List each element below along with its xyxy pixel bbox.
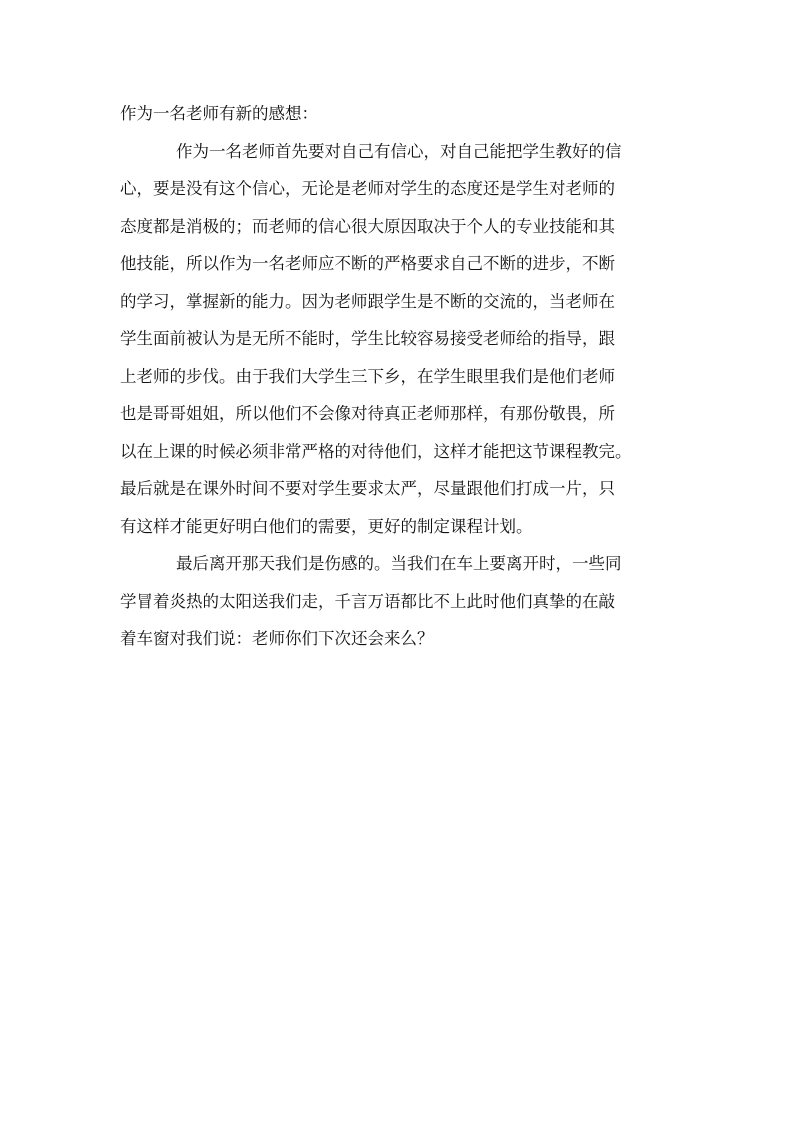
paragraph-line: 态度都是消极的；而老师的信心很大原因取决于个人的专业技能和其: [120, 216, 615, 236]
paragraph-line: 心，要是没有这个信心，无论是老师对学生的态度还是学生对老师的: [120, 179, 615, 198]
paragraph-line: 以在上课的时候必须非常严格的对待他们，这样才能把这节课程教完。: [120, 441, 632, 461]
paragraph-line: 最后离开那天我们是伤感的。当我们在车上要离开时，一些同: [176, 554, 622, 573]
document-heading: 作为一名老师有新的感想：: [120, 104, 318, 123]
paragraph-line: 着车窗对我们说：老师你们下次还会来么？: [120, 629, 434, 648]
paragraph-line: 作为一名老师首先要对自己有信心，对自己能把学生教好的信: [176, 141, 622, 161]
paragraph-line: 也是哥哥姐姐，所以他们不会像对待真正老师那样，有那份敬畏，所: [120, 404, 615, 423]
paragraph-line: 学冒着炎热的太阳送我们走，千言万语都比不上此时他们真挚的在敲: [120, 591, 615, 611]
paragraph-line: 有这样才能更好明白他们的需要，更好的制定课程计划。: [120, 516, 533, 536]
paragraph-line: 学生面前被认为是无所不能时，学生比较容易接受老师给的指导，跟: [120, 329, 615, 348]
paragraph-line: 他技能，所以作为一名老师应不断的严格要求自己不断的进步，不断: [120, 254, 615, 273]
paragraph-line: 最后就是在课外时间不要对学生要求太严，尽量跟他们打成一片，只: [120, 479, 615, 498]
paragraph-1: [120, 133, 680, 546]
document-body: [120, 95, 680, 658]
paragraph-line: 上老师的步伐。由于我们大学生三下乡，在学生眼里我们是他们老师: [120, 366, 615, 386]
paragraph-2: [120, 545, 680, 658]
paragraph-line: 的学习，掌握新的能力。因为老师跟学生是不断的交流的，当老师在: [120, 291, 615, 311]
